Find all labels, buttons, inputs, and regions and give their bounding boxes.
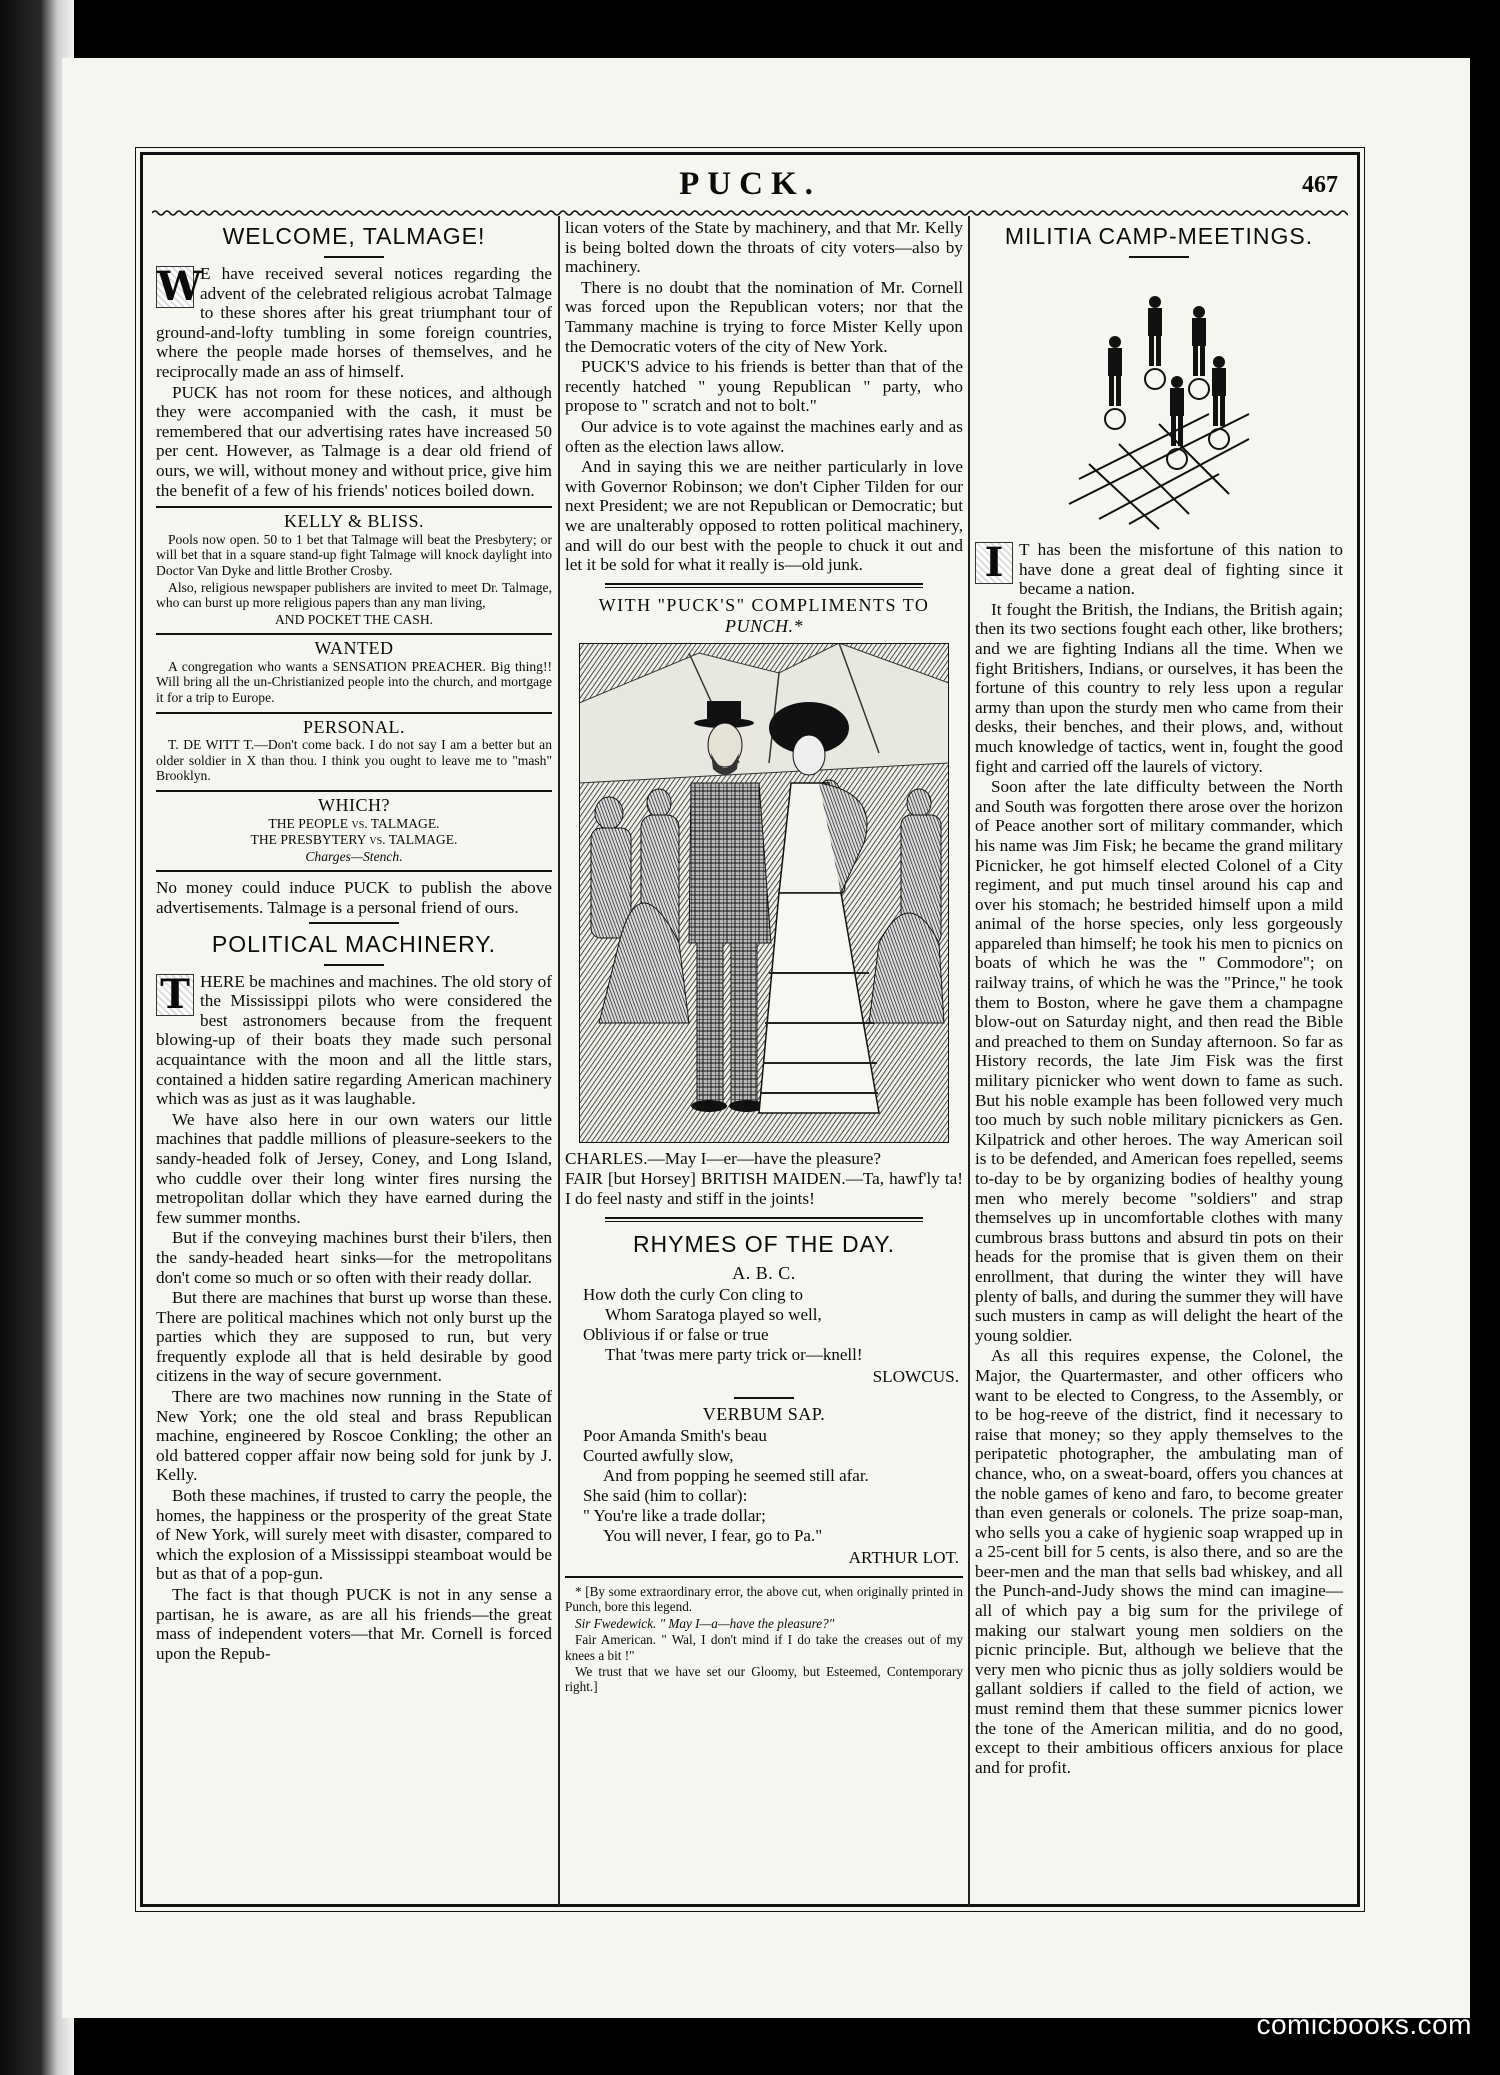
page-header <box>140 160 1360 210</box>
toy-soldier-figures <box>1105 296 1229 469</box>
column-rule-2 <box>968 216 970 1906</box>
ad-block <box>156 511 552 872</box>
ad-divider <box>156 790 552 792</box>
poem-line: How doth the curly Con cling to <box>583 1285 804 1305</box>
welcome-paragraph-2: PUCK has not room for these notices, and although they were accompanied with the cash, it must be remembered that our advertising rates have increased 50 per cent. However, as Talmage is a dear old friend of ours, we will, without money and without price, give him the benefit of a few of his friends' notices boiled down. <box>156 382 552 500</box>
heading-underline <box>324 256 384 258</box>
col2-paragraph-1: lican voters of the State by machinery, and that Mr. Kelly is being bolted down the throats of city voters—also by machinery. <box>565 218 963 277</box>
engraving-illustration <box>579 643 949 1143</box>
ad-divider <box>156 712 552 714</box>
poem-divider <box>734 1397 794 1399</box>
which-line-2: THE PRESBYTERY vs. TALMAGE. <box>250 832 458 848</box>
drop-cap-t: T <box>156 974 194 1016</box>
col2-paragraph-4: Our advice is to vote against the machines early and as often as the election laws allow. <box>565 416 963 456</box>
section-rule <box>309 922 399 924</box>
wanted-paragraph: A congregation who wants a SENSATION PREACHER. Big thing!! Will bring all the un-Christianized people into the church, and mortgage it for a trip to Europe. <box>156 658 552 706</box>
wanted-title: WANTED <box>314 638 394 659</box>
machinery-paragraph-7: The fact is that though PUCK is not in any sense a partisan, he is aware, as are all his friends—the great mass of independent voters—that Mr. Cornell is forced upon the Repub- <box>156 1585 552 1663</box>
personal-paragraph: T. DE WITT T.—Don't come back. I do not say I am a better but an older soldier in X than thou. I think you ought to leave me to "mash" Brooklyn. <box>156 737 552 784</box>
ad-divider <box>156 870 552 872</box>
poem-line: Oblivious if or false or true <box>583 1325 769 1345</box>
poem2-signature: ARTHUR LOT. <box>848 1548 959 1568</box>
watermark: comicbooks.com <box>1256 2009 1472 2040</box>
militia-paragraph-3: Soon after the late difficulty between the North and South was forgotten there arose over the horizon of Peace another sort of military commander, which his name was Jim Fisk; he became the grand military Picnicker, he got himself elected Colonel of a City regiment, and put much tinsel around his cap and over his stomach; he bestrided himself upon a mild animal of the horse species, only less gorgeously appareled than himself; he took his men to picnics on boats of which he was the " Commodore"; on railway trains, of which he was the "Prince," he took them to Boston, where he gave them a champagne blow-out on Saturday night, and then read the Bible and preached to them on Sunday afternoon. So far as History records, the late Jim Fisk was the first military picnicker who went down to fame as such. But his noble example has been followed very much too much by such noble military picnickers as Gen. Kilpatrick and other heroes. The way American soil is to be defended, and American foes repelled, seems to-day to be by organizing bodies of healthy young men who merely become "soldiers" and strap themselves up in uncomfortable clothes with many cumbrous brass buttons and absurd tin pots on their heads for the promise that is given them on their enrollment, that during the winter they will have plenty of balls, and during the summer they will have such musters in camp as will delight the heart of the young soldier. <box>975 777 1343 1345</box>
footnote-rule <box>565 1576 963 1578</box>
column-2 <box>565 218 963 1696</box>
ad-divider <box>156 506 552 508</box>
militia-heading: MILITIA CAMP-MEETINGS. <box>1004 223 1314 249</box>
footnote-line-4: We trust that we have set our Gloomy, but Esteemed, Contemporary right.] <box>565 1664 963 1695</box>
welcome-p1-text: E have received several notices regarding the advent of the celebrated religious acrobat Talmage to these shores after his great triumphant tour of ground-and-lofty tumbling in some foreign countries, where the people made horses of themselves, and he reciprocally made an ass of himself. <box>156 264 552 381</box>
poem1-signature: SLOWCUS. <box>872 1367 959 1387</box>
poem-line: Courted awfully slow, <box>583 1446 734 1466</box>
ads-closing: No money could induce PUCK to publish the above advertisements. Talmage is a personal friend of ours. <box>156 878 552 917</box>
cartoon-caption-2: FAIR [but Horsey] BRITISH MAIDEN.—Ta, hawf'ly ta! I do feel nasty and stiff in the joints! <box>565 1169 963 1209</box>
poem2-title: VERBUM SAP. <box>702 1403 826 1424</box>
kelly-bliss-title: KELLY & BLISS. <box>283 511 425 532</box>
personal-title: PERSONAL. <box>302 716 405 737</box>
heading-underline <box>1129 256 1189 258</box>
ad-divider <box>156 633 552 635</box>
rhymes-heading: RHYMES OF THE DAY. <box>632 1230 896 1257</box>
poem-line: That 'twas mere party trick or—knell! <box>605 1345 863 1365</box>
poem-line: " You're like a trade dollar; <box>583 1506 766 1526</box>
masthead: PUCK. <box>679 166 821 202</box>
footnote-line-1: * [By some extraordinary error, the above cut, when originally printed in Punch, bore this legend. <box>565 1584 963 1615</box>
machinery-paragraph-3: But if the conveying machines burst their b'ilers, then the sandy-headed heart sinks—for the metropolitans don't come so much or so often with their ready dollar. <box>156 1228 552 1287</box>
col2-paragraph-2: There is no doubt that the nomination of Mr. Cornell was forced upon the Republican voters; nor that the Tammany machine is trying to force Mister Kelly upon the Democratic voters of the city of New York. <box>565 277 963 356</box>
toy-soldiers-illustration <box>1059 264 1259 534</box>
machinery-paragraph-5: There are two machines now running in the State of New York; one the old steal and brass Republican machine, engineered by Roscoe Conkling; the other an old battered copper affair now being sold for junk by J. Kelly. <box>156 1387 552 1485</box>
kelly-paragraph-2: Also, religious newspaper publishers are invited to meet Dr. Talmage, who can burst up more religious papers than any man living, <box>156 579 552 611</box>
welcome-paragraph-1 <box>156 264 552 382</box>
cartoon-caption-1: CHARLES.—May I—er—have the pleasure? <box>565 1148 881 1168</box>
header-wavy-rule <box>152 209 1348 217</box>
column-rule-1 <box>558 216 560 1906</box>
poem-verbum-sap <box>583 1426 963 1546</box>
footnote <box>565 1584 963 1695</box>
which-line-1: THE PEOPLE vs. TALMAGE. <box>268 815 440 831</box>
machinery-paragraph-4: But there are machines that burst up worse than these. There are political machines which not only burst up the parties which they are supposed to run, but very frequently explode all that is held desirable by good citizens in the way of secure government. <box>156 1288 552 1386</box>
poem-abc <box>583 1285 963 1365</box>
which-title: WHICH? <box>318 795 390 816</box>
page-number: 467 <box>1302 172 1338 198</box>
footnote-line-3: Fair American. " Wal, I don't mind if I do take the creases out of my knees a bit !" <box>565 1632 963 1663</box>
kelly-paragraph-3: AND POCKET THE CASH. <box>274 611 434 627</box>
poem-line: She said (him to collar): <box>583 1486 748 1506</box>
section-double-rule <box>605 583 923 588</box>
column-1 <box>156 218 552 1664</box>
compliments-subheading: PUNCH.* <box>724 616 803 637</box>
poem-line: Whom Saratoga played so well, <box>605 1305 822 1325</box>
drop-cap-i: I <box>975 542 1013 584</box>
militia-paragraph-4: As all this requires expense, the Colonel, the Major, the Quartermaster, and other officers who want to be elected to Congress, to the Assembly, or to be hog-reeve of the district, find it necessary to raise that money; so they apply themselves to the peripatetic photographer, the ambulating man of chance, who, on a sweat-board, offers you chances at the noble games of keno and faro, to become greater than even generals or colonels. The prize soap-man, who sells you a cake of hygienic soap wrapped up in a 25-cent bill for 5 cents, is also there, and so are the beer-men and the man that sells bad whiskey, and all the Punch-and-Judy shows the mind can imagine—all of which pay a big sum for the privilege of making our stalwart young men soldiers on the picnic principle. But, although we believe that the very men who picnic thus as jolly soldiers would be gallant soldiers if called to the field of action, we must remind them that these summer picnics lower the tone of the American militia, and do no good, except to their ambitious officers anxious for place and for profit. <box>975 1346 1343 1777</box>
machinery-paragraph-2: We have also here in our own waters our little machines that paddle millions of pleasure-seekers to the sandy-headed folk of Jersey, Coney, and Long Island, who cuddle over their long winter fires nursing the metropolitan dollar which they have earned during the few summer months. <box>156 1109 552 1227</box>
militia-p1-text: T has been the misfortune of this nation to have done a great deal of fighting since it became a nation. <box>1019 540 1343 599</box>
column-3 <box>975 218 1343 1778</box>
which-line-3: Charges—Stench. <box>305 848 403 864</box>
col2-paragraph-5: And in saying this we are neither particularly in love with Governor Robinson; we don't Cipher Tilden for our next President; we are not Republican or Democratic; but we are unalterably opposed to rotten political machinery, and will do our best with the people to chuck it out and let it be sold for what it really is—old junk. <box>565 457 963 575</box>
drop-cap-w: W <box>157 263 202 310</box>
machinery-paragraph-1 <box>156 972 552 1109</box>
machinery-paragraph-6: Both these machines, if trusted to carry the people, the homes, the happiness or the prosperity of the great State of New York, will surely meet with disaster, compared to which the explosion of a Mississippi steamboat would be but as that of a pop-gun. <box>156 1486 552 1584</box>
heading-underline <box>324 964 384 966</box>
machinery-p1-text: HERE be machines and machines. The old story of the Mississippi pilots who were considered the best astronomers because from the frequent blowing-up of their boats they made such personal acquaintance with the moon and all the little stars, contained a hidden satire regarding American machinery which was as just as it was laughable. <box>156 971 552 1109</box>
kelly-paragraph-1: Pools now open. 50 to 1 bet that Talmage will beat the Presbytery; or will bet that in a square stand-up fight Talmage will knock daylight into Doctor Van Dyke and little Brother Crosby. <box>156 531 552 578</box>
poem-line: You will never, I fear, go to Pa." <box>603 1526 823 1546</box>
col2-paragraph-3: PUCK'S advice to his friends is better than that of the recently hatched " young Republican " party, who propose to " scratch and not to bolt." <box>565 357 963 416</box>
poem-line: And from popping he seemed still afar. <box>603 1466 869 1486</box>
militia-paragraph-2: It fought the British, the Indians, the British again; then its two sections fought each other, like brothers; and we are fighting Indians all the time. When we fight Britishers, Indians, or ourselves, it has been the fortune of this country to rely less upon a regular army than upon the sturdy men who came from their desks, their benches, and their plows, and, without much knowledge of tactics, went in, fought the good fight and carried off the laurels of victory. <box>975 599 1343 776</box>
militia-paragraph-1 <box>975 540 1343 599</box>
welcome-heading: WELCOME, TALMAGE! <box>222 223 486 249</box>
footnote-line-2: Sir Fwedewick. " May I—a—have the pleasure?" <box>575 1615 835 1631</box>
poem1-title: A. B. C. <box>732 1262 796 1283</box>
compliments-heading: WITH "PUCK'S" COMPLIMENTS TO <box>598 594 930 615</box>
poem-line: Poor Amanda Smith's beau <box>583 1426 767 1446</box>
section-double-rule <box>605 1217 923 1222</box>
machinery-heading: POLITICAL MACHINERY. <box>211 930 497 957</box>
